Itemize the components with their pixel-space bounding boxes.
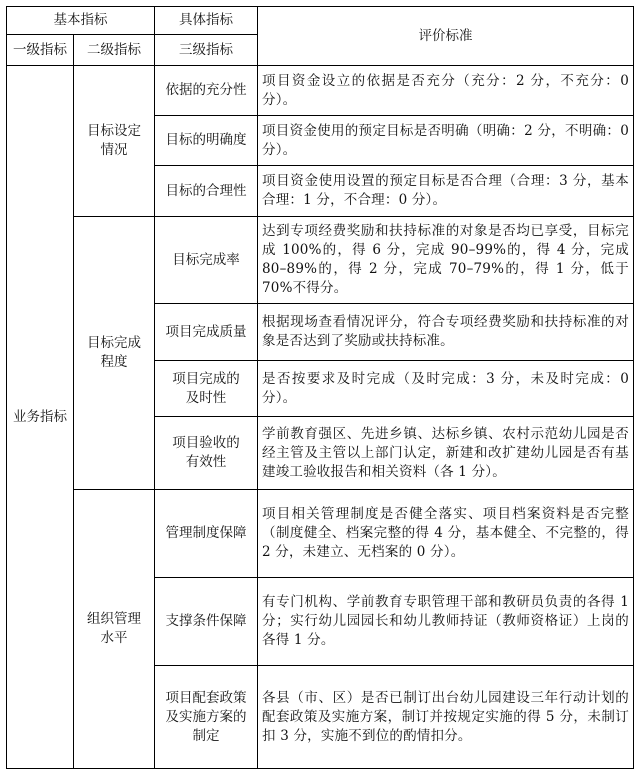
header-specific-indicator: 具体指标 [155,7,258,35]
level2-cell: 目标完成程度 [74,217,155,490]
header-criteria: 评价标准 [258,7,634,66]
criteria-cell: 根据现场查看情况评分，符合专项经费奖励和扶持标准的对象是否达到了奖励或扶持标准。 [258,304,634,361]
criteria-cell: 项目资金使用设置的预定目标是否合理（合理：3 分，基本合理：1 分，不合理：0 分）。 [258,166,634,217]
criteria-cell: 学前教育强区、先进乡镇、达标乡镇、农村示范幼儿园是否经主管及主管以上部门认定，新建和改扩建幼儿园是否有基建竣工验收报告和相关资料（各 1 分）。 [258,417,634,490]
criteria-cell: 是否按要求及时完成（及时完成：3 分，未及时完成：0 分）。 [258,361,634,417]
criteria-cell: 各县（市、区）是否已制订出台幼儿园建设三年行动计划的配套政策及实施方案，制订并按规定实施的得 5 分，未制订扣 3 分，实施不到位的酌情扣分。 [258,666,634,769]
level3-cell: 项目配套政策及实施方案的制定 [155,666,258,769]
criteria-cell: 项目资金设立的依据是否充分（充分：2 分，不充分：0 分）。 [258,66,634,116]
table-row [7,490,634,578]
evaluation-table [6,6,634,769]
header-basic-indicator: 基本指标 [7,7,155,35]
table-row [7,66,634,116]
header-level1: 一级指标 [7,35,74,66]
header-row-1 [7,7,634,35]
level3-cell: 项目验收的有效性 [155,417,258,490]
level3-cell: 支撑条件保障 [155,578,258,666]
criteria-cell: 项目相关管理制度是否健全落实、项目档案资料是否完整（制度健全、档案完整的得 4 分，基本健全、不完整的，得 2 分，未建立、无档案的 0 分）。 [258,490,634,578]
level3-cell: 依据的充分性 [155,66,258,116]
header-level2: 二级指标 [74,35,155,66]
header-level3: 三级指标 [155,35,258,66]
level3-cell: 管理制度保障 [155,490,258,578]
level3-cell: 目标完成率 [155,217,258,304]
level1-cell: 业务指标 [7,66,74,769]
level2-cell: 目标设定情况 [74,66,155,217]
level3-cell: 目标的合理性 [155,166,258,217]
criteria-cell: 有专门机构、学前教育专职管理干部和教研员负责的各得 1 分；实行幼儿园园长和幼儿教师持证（教师资格证）上岗的各得 1 分。 [258,578,634,666]
level3-cell: 目标的明确度 [155,116,258,166]
level3-cell: 项目完成质量 [155,304,258,361]
table-row [7,217,634,304]
level2-cell: 组织管理水平 [74,490,155,769]
criteria-cell: 达到专项经费奖励和扶持标准的对象是否均已享受，目标完成 100%的，得 6 分，完成 90–99%的，得 4 分，完成 80–89%的，得 2 分，完成 70–79%的，得 1 分，低于 70%不得分。 [258,217,634,304]
criteria-cell: 项目资金使用的预定目标是否明确（明确：2 分，不明确：0 分）。 [258,116,634,166]
level3-cell: 项目完成的及时性 [155,361,258,417]
